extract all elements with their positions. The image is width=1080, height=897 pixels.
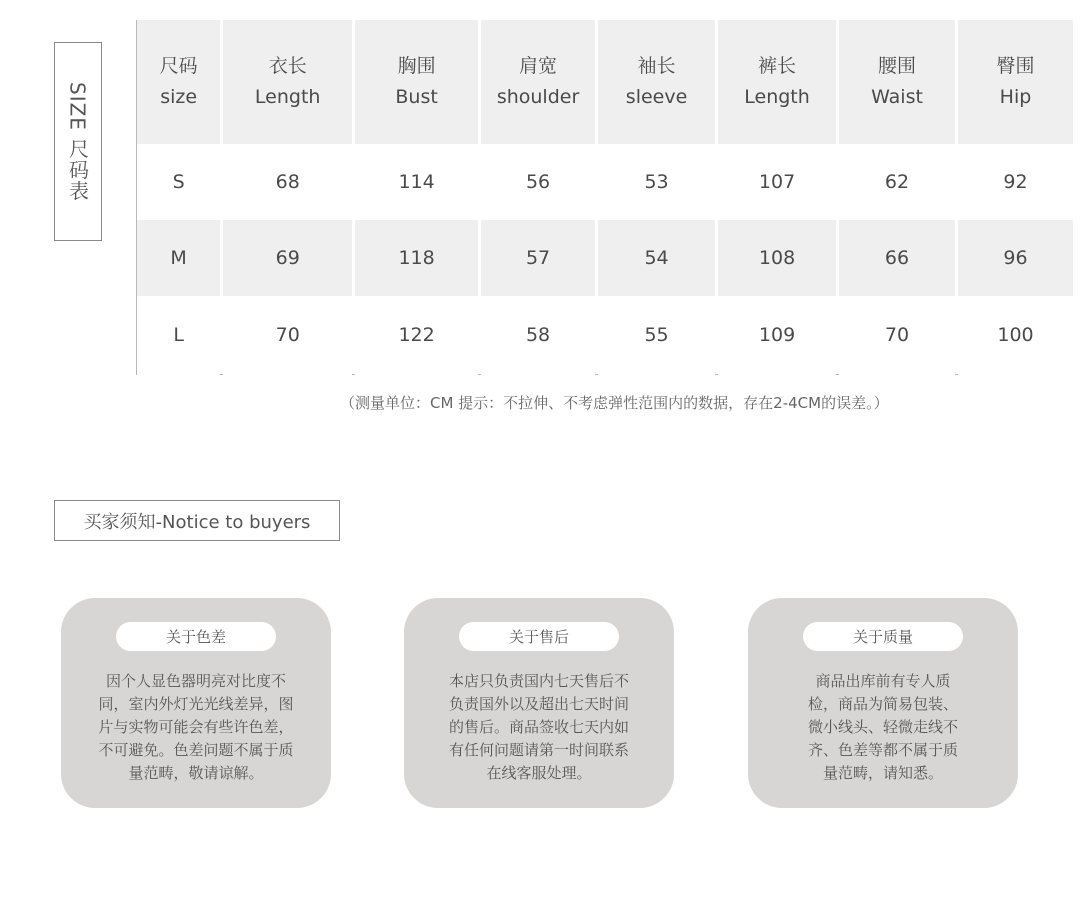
card-line: 有任何问题请第一时间联系 [448, 741, 629, 759]
card-line: 同，室内外灯光光线差异，图 [98, 695, 294, 713]
card-body [418, 670, 660, 785]
table-cell: M [137, 220, 220, 296]
header-hip [958, 20, 1073, 144]
notice-card-color-difference [61, 598, 331, 808]
table-cell: 114 [355, 144, 478, 220]
card-line: 的售后。商品签收七天内如 [448, 718, 629, 736]
table-cell: 108 [718, 220, 836, 296]
header-sleeve [598, 20, 715, 144]
card-body [75, 670, 317, 785]
table-cell: 69 [223, 220, 352, 296]
notice-card-after-sales [404, 598, 674, 808]
header-cn: 胸围 [397, 55, 436, 77]
card-line: 量范畴，敬请谅解。 [128, 764, 264, 782]
table-row [137, 220, 1073, 296]
card-line: 负责国外以及超出七天时间 [448, 695, 629, 713]
header-en: Hip [999, 86, 1032, 108]
table-cell: 53 [598, 144, 715, 220]
card-line: 在线客服处理。 [486, 764, 592, 782]
table-header-row [137, 20, 1073, 144]
table-cell: L [137, 296, 220, 375]
header-cn: 腰围 [878, 55, 917, 77]
table-cell: S [137, 144, 220, 220]
card-body [762, 670, 1004, 785]
measurement-note: （测量单位：CM 提示：不拉伸、不考虑弹性范围内的数据，存在2-4CM的误差。） [340, 394, 889, 412]
table-cell: 58 [481, 296, 595, 375]
card-line: 片与实物可能会有些许色差， [98, 718, 294, 736]
header-cn: 袖长 [637, 55, 676, 77]
table-cell: 96 [958, 220, 1073, 296]
table-cell: 92 [958, 144, 1073, 220]
table-cell: 68 [223, 144, 352, 220]
size-table [136, 20, 1073, 375]
notice-card-quality [748, 598, 1018, 808]
table-cell: 57 [481, 220, 595, 296]
table-cell: 118 [355, 220, 478, 296]
header-en: shoulder [496, 86, 580, 108]
card-line: 本店只负责国内七天售后不 [448, 672, 629, 690]
table-row [137, 144, 1073, 220]
table-cell: 62 [839, 144, 955, 220]
table-cell: 70 [839, 296, 955, 375]
card-line: 检，商品为简易包装、 [807, 695, 958, 713]
table-cell: 70 [223, 296, 352, 375]
card-badge: 关于质量 [803, 622, 963, 651]
card-line: 商品出库前有专人质 [815, 672, 951, 690]
header-en: Waist [871, 86, 923, 108]
header-cn: 衣长 [268, 55, 307, 77]
card-line: 量范畴，请知悉。 [822, 764, 943, 782]
table-cell: 122 [355, 296, 478, 375]
card-line: 齐、色差等都不属于质 [807, 741, 958, 759]
header-en: size [160, 86, 198, 108]
header-cn: 尺码 [159, 55, 198, 77]
header-bust [355, 20, 478, 144]
header-en: Length [744, 86, 810, 108]
table-cell: 54 [598, 220, 715, 296]
header-size [137, 20, 220, 144]
size-chart-label-text: SIZE 尺码表 [65, 81, 90, 202]
card-line: 不可避免。色差问题不属于质 [98, 741, 294, 759]
card-line: 微小线头、轻微走线不 [807, 718, 958, 736]
header-pants-length [718, 20, 836, 144]
table-cell: 56 [481, 144, 595, 220]
table-cell: 107 [718, 144, 836, 220]
header-en: Bust [395, 86, 438, 108]
card-badge: 关于色差 [116, 622, 276, 651]
size-chart-label [54, 42, 102, 241]
table-row [137, 296, 1073, 375]
header-cn: 臀围 [996, 55, 1035, 77]
table-cell: 55 [598, 296, 715, 375]
header-en: Length [254, 86, 321, 108]
notice-title: 买家须知-Notice to buyers [54, 500, 340, 541]
header-en: sleeve [625, 86, 688, 108]
header-waist [839, 20, 955, 144]
table-cell: 66 [839, 220, 955, 296]
table-cell: 100 [958, 296, 1073, 375]
header-cn: 肩宽 [519, 55, 558, 77]
card-badge: 关于售后 [459, 622, 619, 651]
table-cell: 109 [718, 296, 836, 375]
header-length [223, 20, 352, 144]
header-shoulder [481, 20, 595, 144]
header-cn: 裤长 [758, 55, 797, 77]
card-line: 因个人显色器明亮对比度不 [105, 672, 286, 690]
